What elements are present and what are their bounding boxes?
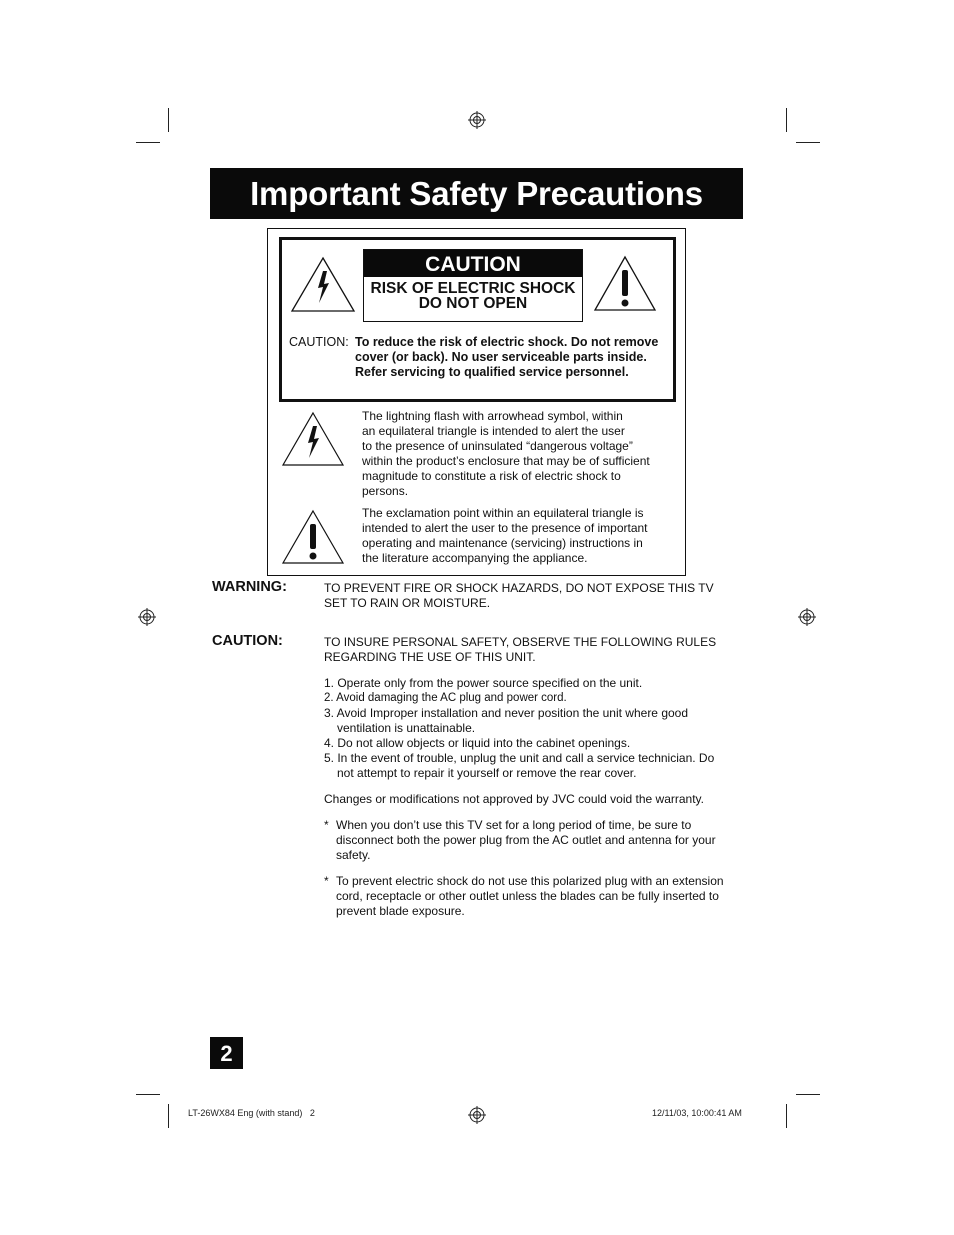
lightning-line: persons.: [362, 484, 409, 498]
rule-item: 1. Operate only from the power source specified on the unit.: [324, 676, 643, 690]
caution-note-prefix: CAUTION:: [289, 335, 349, 349]
crop-mark: [786, 1104, 787, 1128]
rule-item-continued: ventilation is unattainable.: [337, 721, 476, 735]
caution-section-line: TO INSURE PERSONAL SAFETY, OBSERVE THE FOLLOWING RULES: [324, 635, 717, 649]
note-line: When you don’t use this TV set for a long period of time, be sure to: [336, 818, 692, 832]
note-text: [336, 874, 756, 919]
caution-section-label: CAUTION:: [212, 633, 283, 649]
exclamation-triangle-icon: [281, 509, 345, 565]
exclamation-line: The exclamation point within an equilateral triangle is: [362, 506, 644, 520]
caution-note-line: Refer servicing to qualified service personnel.: [355, 365, 629, 379]
rule-item-continued: not attempt to repair it yourself or remove the rear cover.: [337, 766, 637, 780]
caution-subtext: [364, 281, 582, 311]
lightning-line: within the product’s enclosure that may be of sufficient: [362, 454, 650, 468]
warning-label: WARNING:: [212, 579, 287, 595]
warning-line: SET TO RAIN OR MOISTURE.: [324, 596, 491, 610]
caution-heading: CAUTION: [364, 250, 582, 277]
caution-section-line: REGARDING THE USE OF THIS UNIT.: [324, 650, 536, 664]
caution-subtext-line: DO NOT OPEN: [418, 295, 528, 312]
modifications-note: Changes or modifications not approved by JVC could void the warranty.: [324, 792, 704, 806]
warning-text: [324, 581, 754, 611]
page-number: 2: [210, 1037, 243, 1069]
registration-mark-icon: [468, 111, 486, 129]
note-line: cord, receptacle or other outlet unless the blades can be fully inserted to: [336, 889, 719, 903]
footer-right: 12/11/03, 10:00:41 AM: [652, 1108, 742, 1118]
registration-mark-icon: [798, 608, 816, 626]
exclamation-triangle-icon: [593, 255, 657, 312]
caution-label: [363, 249, 583, 322]
note-text: [336, 818, 756, 863]
caution-note-line: To reduce the risk of electric shock. Do not remove: [355, 335, 659, 349]
caution-section-text: [324, 635, 754, 665]
crop-mark: [796, 1094, 820, 1095]
caution-subtext-line: RISK OF ELECTRIC SHOCK: [370, 280, 576, 297]
crop-mark: [796, 142, 820, 143]
note-line: To prevent electric shock do not use this polarized plug with an extension: [336, 874, 724, 888]
registration-mark-icon: [468, 1106, 486, 1124]
registration-mark-icon: [138, 608, 156, 626]
footer-left: LT-26WX84 Eng (with stand) 2: [188, 1108, 315, 1118]
crop-mark: [168, 1104, 169, 1128]
note-line: safety.: [336, 848, 371, 862]
crop-mark: [786, 108, 787, 132]
lightning-line: an equilateral triangle is intended to alert the user: [362, 424, 625, 438]
lightning-explanation: [362, 409, 672, 499]
rules-list: [324, 676, 754, 781]
exclamation-explanation: [362, 506, 672, 566]
rule-item: 4. Do not allow objects or liquid into the cabinet openings.: [324, 736, 631, 750]
note-marker: *: [324, 818, 329, 832]
note-marker: *: [324, 874, 329, 888]
crop-mark: [168, 108, 169, 132]
lightning-line: to the presence of uninsulated “dangerous voltage”: [362, 439, 633, 453]
page-title: Important Safety Precautions: [210, 168, 743, 219]
caution-note-text: [355, 335, 665, 380]
exclamation-line: intended to alert the user to the presence of important: [362, 521, 648, 535]
lightning-line: magnitude to constitute a risk of electric shock to: [362, 469, 621, 483]
exclamation-line: operating and maintenance (servicing) instructions in: [362, 536, 643, 550]
crop-mark: [136, 142, 160, 143]
note-line: prevent blade exposure.: [336, 904, 465, 918]
lightning-triangle-icon: [290, 256, 356, 313]
crop-mark: [136, 1094, 160, 1095]
warning-line: TO PREVENT FIRE OR SHOCK HAZARDS, DO NOT EXPOSE THIS TV: [324, 581, 714, 595]
exclamation-line: the literature accompanying the appliance.: [362, 551, 588, 565]
note-line: disconnect both the power plug from the AC outlet and antenna for your: [336, 833, 716, 847]
rule-item: 5. In the event of trouble, unplug the unit and call a service technician. Do: [324, 751, 715, 765]
rule-item: 3. Avoid Improper installation and never position the unit where good: [324, 706, 689, 720]
lightning-triangle-icon: [281, 411, 345, 467]
lightning-line: The lightning flash with arrowhead symbol, within: [362, 409, 623, 423]
rule-item: 2. Avoid damaging the AC plug and power cord.: [324, 692, 567, 704]
caution-note-line: cover (or back). No user serviceable parts inside.: [355, 350, 647, 364]
